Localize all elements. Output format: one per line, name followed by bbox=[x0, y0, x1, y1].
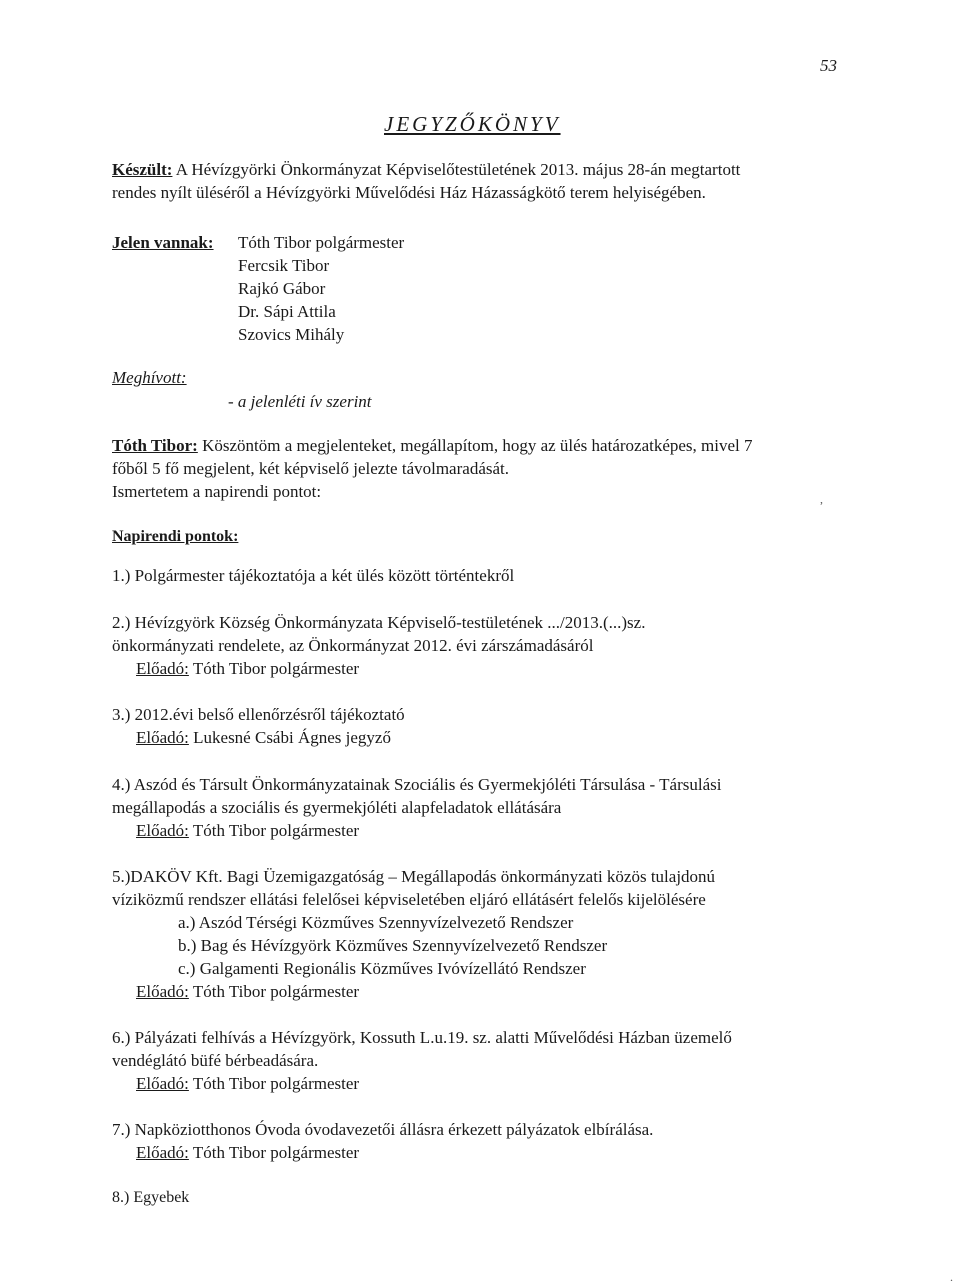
attendee: Dr. Sápi Attila bbox=[238, 302, 336, 321]
document-title: JEGYZŐKÖNYV bbox=[384, 112, 561, 136]
meghivott-label: Meghívott: bbox=[112, 368, 187, 387]
agenda-item-5-line-2: víziközmű rendszer ellátási felelősei képviseletében eljáró ellátásért felelős kijelölésére bbox=[112, 890, 706, 909]
presenter-label: Előadó: bbox=[136, 728, 189, 747]
opening-text-1: Köszöntöm a megjelenteket, megállapítom, hogy az ülés határozatképes, mivel 7 bbox=[197, 436, 753, 455]
agenda-item-6-line-2: vendéglátó büfé bérbeadására. bbox=[112, 1051, 319, 1070]
presenter-label: Előadó: bbox=[136, 821, 189, 840]
scan-speck: . bbox=[950, 1270, 953, 1284]
agenda-item-4-line-1: 4.) Aszód és Társult Önkormányzatainak Szociális és Gyermekjóléti Társulása - Társulási bbox=[112, 775, 722, 794]
agenda-item-5-line-1: 5.)DAKÖV Kft. Bagi Üzemigazgatóság – Megállapodás önkormányzati közös tulajdonú bbox=[112, 867, 716, 886]
presenter-name: Tóth Tibor polgármester bbox=[188, 659, 360, 678]
agenda-item-6-presenter bbox=[136, 1074, 359, 1094]
agenda-item-3-presenter bbox=[136, 728, 391, 748]
agenda-item-2-line-2: önkormányzati rendelete, az Önkormányzat 2012. évi zárszámadásáról bbox=[112, 636, 594, 655]
keszult-line-2: rendes nyílt üléséről a Hévízgyörki Művelődési Ház Házasságkötő terem helyiségében. bbox=[112, 183, 706, 202]
scan-speck: , bbox=[820, 492, 823, 506]
attendee: Tóth Tibor polgármester bbox=[238, 233, 405, 252]
attendee: Fercsik Tibor bbox=[238, 256, 330, 275]
agenda-item-6-line-1: 6.) Pályázati felhívás a Hévízgyörk, Kossuth L.u.19. sz. alatti Művelődési Házban üzemelő bbox=[112, 1028, 732, 1047]
agenda-item-4-presenter bbox=[136, 821, 359, 841]
keszult-text-1: A Hévízgyörki Önkormányzat Képviselőtestületének 2013. május 28-án megtartott bbox=[172, 160, 741, 179]
agenda-item-5-sub-b: b.) Bag és Hévízgyörk Közműves Szennyvízelvezető Rendszer bbox=[178, 936, 608, 955]
meghivott-text: - a jelenléti ív szerint bbox=[228, 392, 372, 411]
agenda-item-5-sub-a: a.) Aszód Térségi Közműves Szennyvízelvezető Rendszer bbox=[178, 913, 574, 932]
presenter-label: Előadó: bbox=[136, 1143, 189, 1162]
agenda-item-3-line-1: 3.) 2012.évi belső ellenőrzésről tájékoztató bbox=[112, 705, 405, 724]
attendee: Szovics Mihály bbox=[238, 325, 345, 344]
presenter-name: Tóth Tibor polgármester bbox=[188, 1143, 360, 1162]
presenter-label: Előadó: bbox=[136, 659, 189, 678]
keszult-label: Készült: bbox=[112, 160, 173, 179]
speaker-label: Tóth Tibor: bbox=[112, 436, 198, 455]
page-number: 53 bbox=[820, 56, 837, 75]
presenter-name: Tóth Tibor polgármester bbox=[188, 1074, 360, 1093]
agenda-item-1: 1.) Polgármester tájékoztatója a két ülés között történtekről bbox=[112, 566, 515, 585]
agenda-item-7-line-1: 7.) Napköziotthonos Óvoda óvodavezetői állásra érkezett pályázatok elbírálása. bbox=[112, 1120, 654, 1139]
opening-line-2: főből 5 fő megjelent, két képviselő jelezte távolmaradását. bbox=[112, 459, 509, 478]
jelen-vannak-label: Jelen vannak: bbox=[112, 233, 214, 252]
presenter-name: Tóth Tibor polgármester bbox=[188, 821, 360, 840]
agenda-item-2-line-1: 2.) Hévízgyörk Község Önkormányzata Képviselő-testületének .../2013.(...)sz. bbox=[112, 613, 646, 632]
opening-line-1 bbox=[112, 436, 753, 456]
presenter-label: Előadó: bbox=[136, 982, 189, 1001]
agenda-heading: Napirendi pontok: bbox=[112, 528, 239, 545]
agenda-item-5-presenter bbox=[136, 982, 359, 1002]
presenter-label: Előadó: bbox=[136, 1074, 189, 1093]
presenter-name: Lukesné Csábi Ágnes jegyző bbox=[188, 728, 391, 747]
keszult-line-1 bbox=[112, 160, 740, 180]
agenda-item-8: 8.) Egyebek bbox=[112, 1189, 190, 1206]
attendee: Rajkó Gábor bbox=[238, 279, 326, 298]
agenda-item-2-presenter bbox=[136, 659, 359, 679]
presenter-name: Tóth Tibor polgármester bbox=[188, 982, 360, 1001]
agenda-item-4-line-2: megállapodás a szociális és gyermekjóléti alapfeladatok ellátására bbox=[112, 798, 562, 817]
agenda-item-5-sub-c: c.) Galgamenti Regionális Közműves Ivóvízellátó Rendszer bbox=[178, 959, 586, 978]
agenda-item-7-presenter bbox=[136, 1143, 359, 1163]
opening-line-3: Ismertetem a napirendi pontot: bbox=[112, 482, 322, 501]
